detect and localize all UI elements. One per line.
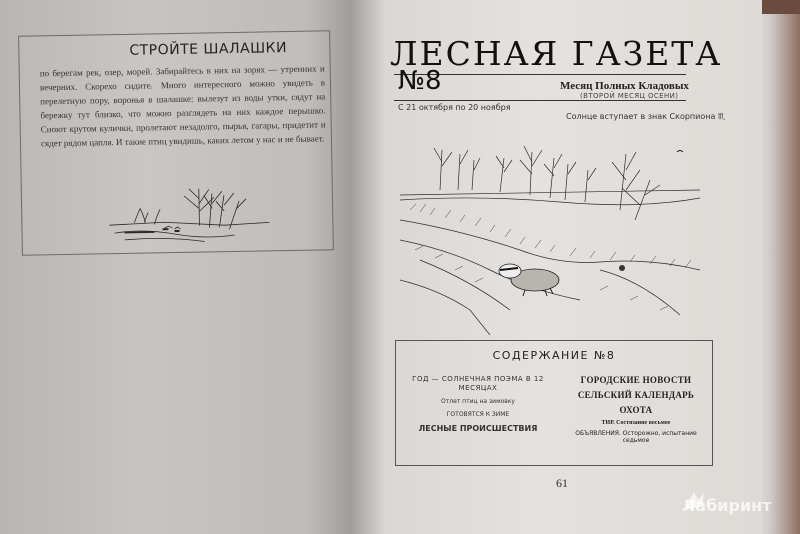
contents-item: ОБЪЯВЛЕНИЯ. Осторожно, испытание седьмое: [575, 430, 697, 444]
month-name: Месяц Полных Кладовых: [560, 80, 689, 92]
header-rule: [394, 100, 686, 101]
lake-sketch-illustration: [104, 182, 275, 255]
hut-article-text: по берегам рек, озер, морей. Забирайтесь в них на зорях — утренних и вечерних. Скорехо сидите. Много интересного можно увидеть в перелетную пору, воронья в шалашке: вылезут из воды утки, сядут на бережку тут близко, что можно разглядеть на них каждое перышко. Сноют крутом кулички, пролетают незадолго, пырья, гагары, придетит и сядет рядом цапля. И такие птиц увидишь, каких летом у нас и не бывает.: [39, 63, 326, 149]
contents-right-column: [566, 375, 706, 448]
date-range: С 21 октября по 20 ноября: [398, 103, 511, 112]
contents-item: ГОРОДСКИЕ НОВОСТИ: [580, 375, 692, 385]
issue-number: №8: [398, 66, 442, 96]
contents-item: ГОД — СОЛНЕЧНАЯ ПОЭМА В 12 МЕСЯЦАХ: [412, 375, 544, 392]
page-number: 61: [556, 476, 568, 490]
contents-item: ОХОТА: [619, 405, 653, 415]
contents-item: СЕЛЬСКИЙ КАЛЕНДАРЬ: [577, 390, 695, 400]
badger: [499, 264, 559, 296]
contents-item: ЛЕСНЫЕ ПРОИСШЕСТВИЯ: [418, 424, 538, 433]
watermark: Лабиринт: [682, 496, 772, 515]
contents-item: ТИР. Состязание восьмое: [601, 420, 671, 426]
badger-illustration: [400, 140, 700, 335]
month-subtitle: (ВТОРОЙ МЕСЯЦ ОСЕНИ): [580, 92, 679, 100]
hut-article-title: СТРОЙТЕ ШАЛАШКИ: [129, 40, 288, 59]
contents-item: Отлет птиц на зимовку: [441, 398, 515, 405]
left-page: [0, 0, 362, 534]
hut-article-box: [18, 30, 334, 255]
contents-box: [395, 340, 713, 466]
zodiac-note: Солнце вступает в знак Скорпиона ♏: [566, 112, 726, 121]
contents-left-column: [408, 375, 548, 438]
gazette-title: ЛЕСНАЯ ГАЗЕТА: [390, 34, 723, 73]
contents-item: ГОТОВЯТСЯ К ЗИМЕ: [446, 411, 510, 418]
contents-title: СОДЕРЖАНИЕ №8: [492, 349, 616, 362]
